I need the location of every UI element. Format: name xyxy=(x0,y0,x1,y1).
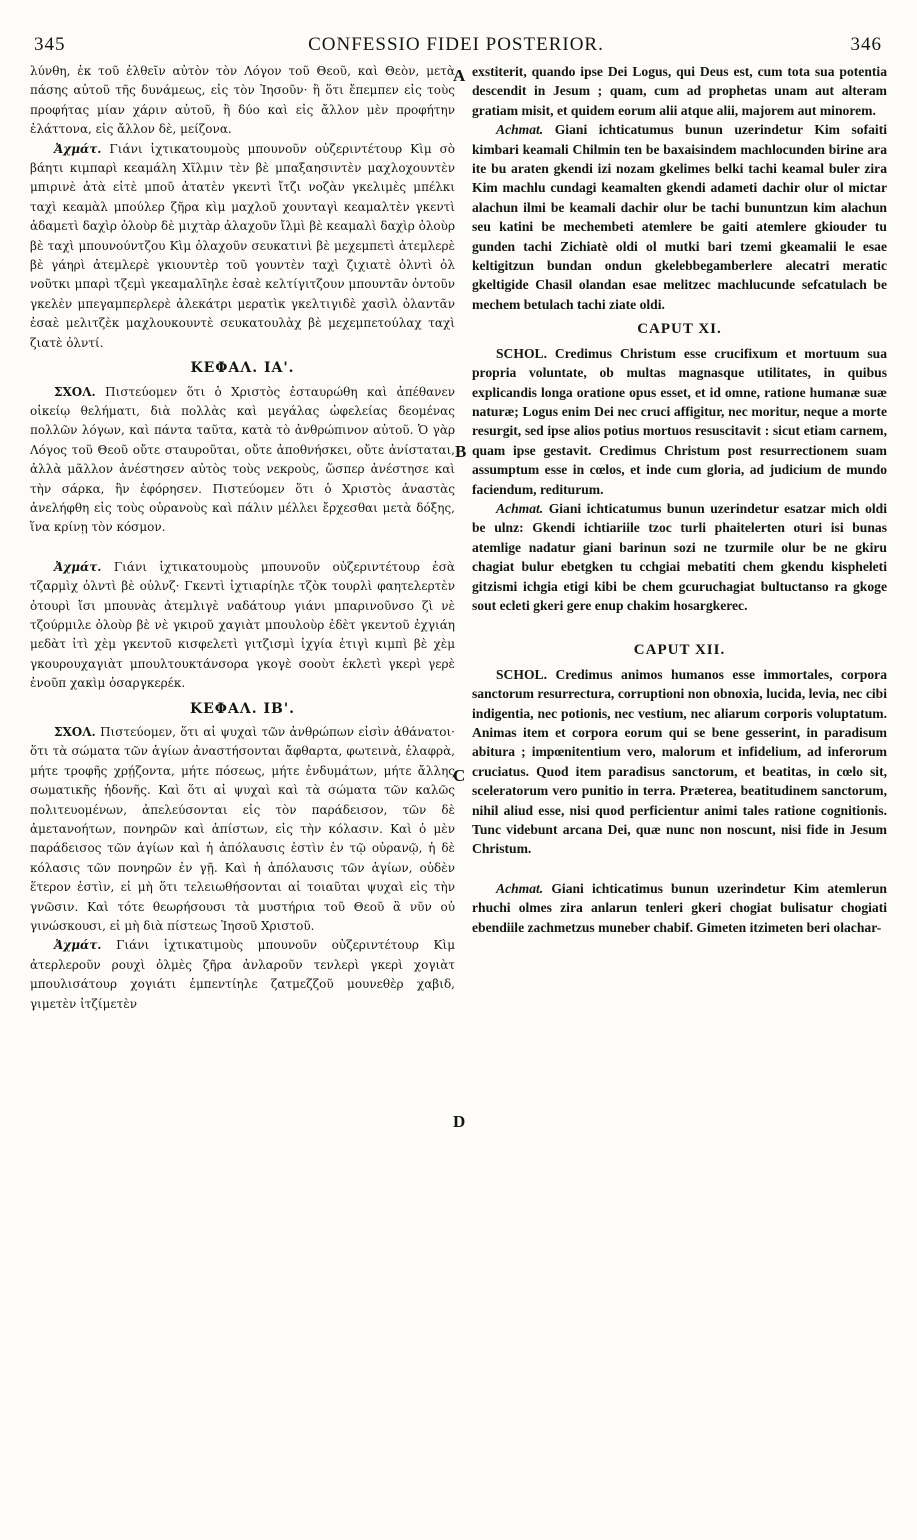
speaker-label: Achmat. xyxy=(496,500,544,516)
paragraph-text: Credimus animos humanos esse immortales, corpora sanctorum resurrectura, corruptioni non obnoxia, lucida, levia, nec cibi indigentia, nec potionis, nec vestium, nec aliarum corporis voluptatum. Animas item et corpora eorum qui se bene gesserint, in paradisum abitura ; impœnitentium vero, malorum et infidelium, ad inferorum cruciatus. Quod item paradisus sanctorum, et beatitas, in cœlo sit, sceleratorum vero punitio in terra. Præterea, beatitudinem sanctorum, nihil aliud esse, nisi quod perficientur animi tales ratione cognitionis. Tunc videbunt arcana Dei, quæ nunc non noscunt, nisi fide in Jesum Christum. xyxy=(472,666,887,857)
spacer xyxy=(472,615,887,635)
running-header xyxy=(30,30,882,60)
latin-chapter-heading-11: CAPUT XI. xyxy=(637,321,722,338)
paragraph-text: Γιάνι ἰχτικατουμοὺς μπουνοῦν οὐζεριντέτουρ ἐσὰ τζαρμὶχ ὀλντὶ βὲ οὐλνζ· Γκεντὶ ἰχτιαρίηλε τζὸκ τουρλὶ φαητελερτὲν ὀτουρὶ ἴσι μπουνὰς ἀτεμλιγὲ ναδάτουρ γιάνι μπαρινοῦνσο ζὶ νὲ τζούρμιλε ὀλοὺρ βὲ νὲ γκιροῦ χαγιὰτ μπουλοὺρ ἐδὲτ γκεντοῦ ἐχγιάη μεδὰτ ἰτὶ χὲμ γκεντοῦ κισφελετὶ γιτζισμὶ ἰχγία ἐτιγὶ κιμπὶ βὲ χὲμ γκουρουχαγιὰτ μπουλτουκτάνσορα γκογὲ σοοὺτ ἐκλετὶ γκερὶ γερὲ ἐνοῦπ χακὶμ ὀσαργκερέκ. xyxy=(30,559,455,691)
greek-scholion-12 xyxy=(30,723,455,936)
paragraph-text: Giani ichticatumus bunun uzerindetur esatzar mich oldi be ulnz: Gkendi ichtiariile tzoc turli phaitelerten oturi isi bunas atemlige nadatur giani barinun sozi ne tzurmile olur be ne gkiru chagiat bulur ebetgken tu cchgiai mebatiti chem gkendu kispheleti gitzismi ichgia etigi kibi be chem gcuruchagiat bultuctanso ra gkoge sout ecleti gkeri gere enup chakim hosargkerec. xyxy=(472,500,887,613)
speaker-label: Ἀχμάτ. xyxy=(54,141,102,156)
running-title: CONFESSIO FIDEI POSTERIOR. xyxy=(308,34,604,55)
latin-paragraph-1: exstiterit, quando ipse Dei Logus, qui Deus est, cum tota sua potentia descendit in Jesum ; quam, cum ad prophetas unam aut alteram gratiam misit, et quidem eorum alii atque alii, majorem aut minorem. xyxy=(472,64,887,118)
greek-paragraph-achmat-3 xyxy=(30,936,455,1014)
speaker-label: Achmat. xyxy=(496,880,544,896)
greek-chapter-heading-12: ΚΕΦΑΛ. ΙΒ'. xyxy=(189,700,296,717)
greek-paragraph-achmat-1 xyxy=(30,140,455,353)
page-number-left: 345 xyxy=(34,34,66,55)
greek-chapter-heading-11: ΚΕΦΑΛ. ΙΑ'. xyxy=(190,360,295,377)
paragraph-text: Γιάνι ἰχτικατιμοὺς μπουνοῦν οὐζεριντέτουρ Κὶμ ἀτερλεροῦν ρουχὶ ὀλμὲς ζῆρα ἀνλαροῦν τενλερὶ γκερὶ χογιὰτ μπουλισάτουρ χογιάτι ἐμπεντίηλε ζατμεζζοῦ μουνεθὲρ χαβιδ, γιμετὲν ἰτζίμετὲν xyxy=(30,938,455,1011)
greek-paragraph-achmat-2 xyxy=(30,558,455,694)
latin-scholion-11 xyxy=(472,344,887,499)
speaker-label: Ἀχμάτ. xyxy=(54,938,102,953)
spacer xyxy=(30,538,455,558)
latin-scholion-12 xyxy=(472,665,887,859)
margin-letter-c: C xyxy=(453,766,466,785)
paragraph-text: Γιάνι ἰχτικατουμοὺς μπουνοῦν οὐζεριντέτουρ Κὶμ σὸ βάητι κιμπαρὶ κεαμάλη Χῖλμιν τὲν βὲ μπαξαησιντὲν μαχλοχουντὲν μπιρινὲ ἀτὰ εἰτὲ μποῦ ἀτατὲν γκεντὶ ἴτζι νοζὰν γκελιμὲς μπέλκι ταχὶ κεαμὰλ μπούλερ ζῆρα κὶμ μαχλοῦ χουνταγὶ κεαμαλτὲν γκεντὶ ἀδαμετὶ δαχὶρ ὀλοὺρ δὲ μιχτὰρ ἀλαχοῦν ἴλμὶ βὲ κεαμαλὶ δαχὶρ ὀλοὺρ βὲ ταχὶ μπουνούντζου Κὶμ ὀλαχοῦν σευκατινὶ βὲ μεχεμπετὶ ἀτεμλερὲ βὲ γάηρὶ ἀτεμλερὲ γκιουντὲρ τοῦ γουντὲν ταχὶ ζιχιατὲ ὀλντὶ ὀλ νοῦτκι μπαρὶ τζεμὶ γκεαμαλῖηλε ἐσαὲ κελτίγιτζουν μπουντᾶν ὀντοῦν γκελὲν μπεγαμπερλερὲ ἀλεκάτρι μερατὶκ γκελτιγιδὲ χασὶλ ὀλαντᾶν ἐσαὲ μελιτζὲκ μαχλουκουντὲ σευκατουλὰχ βὲ μεχεμπετούλαχ ταχὶ ζιατὲ ὀλντί. xyxy=(30,141,455,350)
paragraph-text: Giani ichticatimus bunun uzerindetur Kim atemlerun rhuchi olmes zira anlarun tenleri gkeri chogiat bulisatur chogiati ebendiile zachmetzus muneber chabif. Gimeten itzimeten beri olachar- xyxy=(472,880,887,935)
paragraph-text: Πιστεύομεν, ὅτι αἱ ψυχαὶ τῶν ἀνθρώπων εἰσὶν ἀθάνατοι· ὅτι τὰ σώματα τῶν ἁγίων ἀναστήσονται ἄφθαρτα, φωτεινὰ, ἐλαφρὰ, μήτε τροφῆς χρῄζοντα, μήτε πόσεως, μήτε ἐνδυμάτων, μήτε ἄλλης σωματικῆς ἡδονῆς. Καὶ ὅτι αἱ ψυχαὶ καὶ τὰ σώματα τῶν καλῶς πολιτευομένων, ἀπελεύσονται εἰς τὸν παράδεισον, τῶν δὲ ἀμετανοήτων, πονηρῶν καὶ ἀπίστων, εἰς τὴν κόλασιν. Καὶ ὁ μὲν παράδεισος τῶν ἁγίων καὶ ἡ ἀπόλαυσις ἐστὶν ἐν τῷ οὐρανῷ, ἡ δὲ κόλασις τῶν πονηρῶν ἐν γῇ. Καὶ ἡ ἀπόλαυσις τῶν ἁγίων, οὐδὲν ἕτερον ἐστὶν, εἰ μὴ ὅτι τελειωθήσονται αἱ τοιαῦται ψυχαὶ εἰς τὴν γνῶσιν. Καὶ τότε θεωρήσουσι τὰ μυστήρια τοῦ Θεοῦ ἃ νῦν οὐ γινώσκουσι, εἰ μὴ διὰ πίστεως Ἰησοῦ Χριστοῦ. xyxy=(30,725,455,934)
greek-column xyxy=(30,62,455,1014)
margin-letter-d: D xyxy=(453,1112,466,1131)
speaker-label: SCHOL. xyxy=(496,345,547,361)
paragraph-text: Giani ichticatumus bunun uzerindetur Kim sofaiti kimbari keamali Chilmin ten be baxaisindem machlocunden birine ara ite bu araten gkendi izi nozam gkelimes belki tachi keamal buler zira Kim machlu cundagi keamalten gkendi adameti dachir olur ol mictar alachun ilmi be keamali dachir olur be tachi bununtzun kim alachun seu katini be mechembeti atemlere be gaiti atemlere gkiouder tu gunden tachi Zichiatè oldi ol mutki bari tzemi gkeamalii le esae keltigitzun bundan ondun gkelebbegamberlere alecatri meratic gkeltigide Chasil olandan esae melitzec machlucunde sefcatulach be mechem betulach tachi ziate oldi. xyxy=(472,122,887,312)
greek-paragraph-1: λύνθη, ἐκ τοῦ ἐλθεῖν αὐτὸν τὸν Λόγον τοῦ Θεοῦ, καὶ Θεὸν, μετὰ πάσης αὐτοῦ τῆς δυνάμεως, εἰς τὸν Ἰησοῦν· ἢ ὅτι ἔπεμπεν εἰς τοὺς προφήτας μίαν χάριν αὐτοῦ, ἢ δύο καὶ εἰς ἄλλον μὲν προφήτην ἐλάττονα, εἰς ἄλλον δὲ, μείζονα. xyxy=(30,64,455,137)
latin-paragraph-achmat-2 xyxy=(472,499,887,615)
margin-letter-b: B xyxy=(455,442,467,461)
page-number-right: 346 xyxy=(850,34,882,55)
speaker-label: Achmat. xyxy=(496,122,544,138)
margin-letter-a: A xyxy=(453,66,466,85)
greek-scholion-11 xyxy=(30,383,455,538)
speaker-label: ΣΧΟΛ. xyxy=(54,384,96,399)
latin-column xyxy=(472,62,887,937)
paragraph-text: Credimus Christum esse crucifixum et mortuum sua propria voluntate, ob multas magnasque utilitates, in quibus explicandis longa oratione opus esset, et id omne, ratione humanæ suæ naturæ; Logus enim Dei nec cruci affigitur, nec moritur, neque a morte resurgit, sed ipse alios potius mortuos resuscitavit : sicut etiam carnem, quam ipse gestavit. Credimus Christum post resurrectionem suam assumptum esse in cœlos, et inde cum gloria, ad judicium de mundo faciendum, rediturum. xyxy=(472,345,887,497)
speaker-label: ΣΧΟΛ. xyxy=(54,725,96,739)
speaker-label: SCHOL. xyxy=(496,666,547,682)
latin-paragraph-achmat-3 xyxy=(472,879,887,937)
speaker-label: Ἀχμάτ. xyxy=(54,559,102,574)
spacer xyxy=(472,859,887,879)
latin-chapter-heading-12: CAPUT XII. xyxy=(633,642,726,659)
latin-paragraph-achmat-1 xyxy=(472,120,887,314)
paragraph-text: Πιστεύομεν ὅτι ὁ Χριστὸς ἐσταυρώθη καὶ ἀπέθανεν οἰκείῳ θελήματι, διὰ πολλὰς καὶ μεγάλας ὠφελείας δεομένας πολλῶν λόγων, καὶ πάντα ταῦτα, κατὰ τὸ ἀνθρώπινον αὐτοῦ. Ὁ γὰρ Λόγος τοῦ Θεοῦ οὔτε σταυροῦται, οὔτε ἀποθνήσκει, οὔτε ἀνίσταται, ἀλλὰ μᾶλλον ἀνέστησεν αὐτὸς τοὺς νεκροὺς, ὥσπερ ἀνέστησε καὶ τὴν σάρκα, ἣν ἐφόρησεν. Πιστεύομεν ὅτι ὁ Χριστὸς ἀναστὰς ἀνελήφθη εἰς τοὺς οὐρανοὺς καὶ πάλιν μέλλει ἔρχεσθαι μετὰ δόξης, ἵνα κρίνῃ τὸν κόσμον. xyxy=(30,384,455,535)
